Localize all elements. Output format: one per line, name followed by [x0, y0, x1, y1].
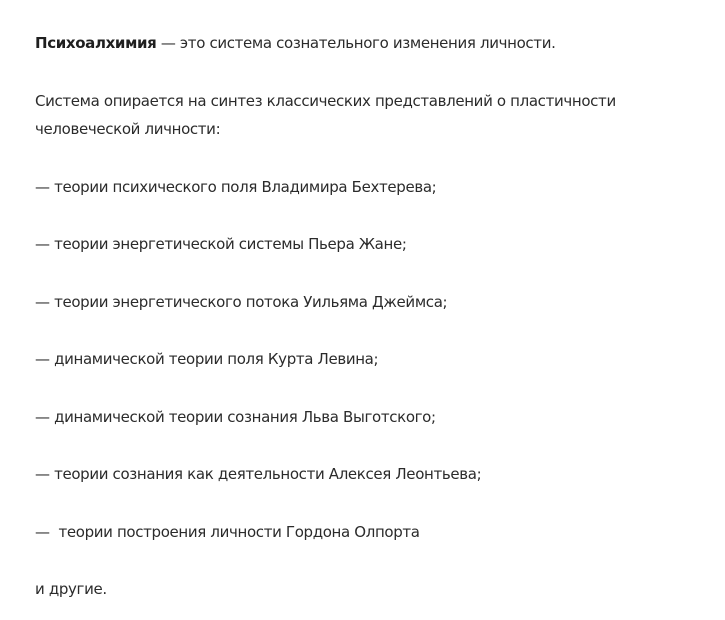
intro-paragraph [35, 29, 695, 58]
article-body [35, 29, 695, 604]
theory-item: — динамической теории сознания Льва Выготского; [35, 407, 436, 426]
theory-item: — теории построения личности Гордона Олпорта [35, 522, 420, 541]
theory-item: — теории сознания как деятельности Алексея Леонтьева; [35, 465, 482, 483]
intro-definition: — это система сознательного изменения личности. [156, 34, 556, 52]
theory-item: — динамической теории поля Курта Левина; [35, 350, 379, 368]
theory-item: — теории психического поля Владимира Бехтерева; [35, 177, 437, 196]
basis-paragraph: Система опирается на синтез классических представлений о пластичности человеческой личности: [35, 91, 616, 138]
theory-item: — теории энергетической системы Пьера Жане; [35, 235, 407, 253]
closing-paragraph: и другие. [35, 580, 107, 598]
theory-item: — теории энергетического потока Уильяма Джеймса; [35, 292, 448, 311]
intro-term: Психоалхимия [35, 34, 157, 52]
